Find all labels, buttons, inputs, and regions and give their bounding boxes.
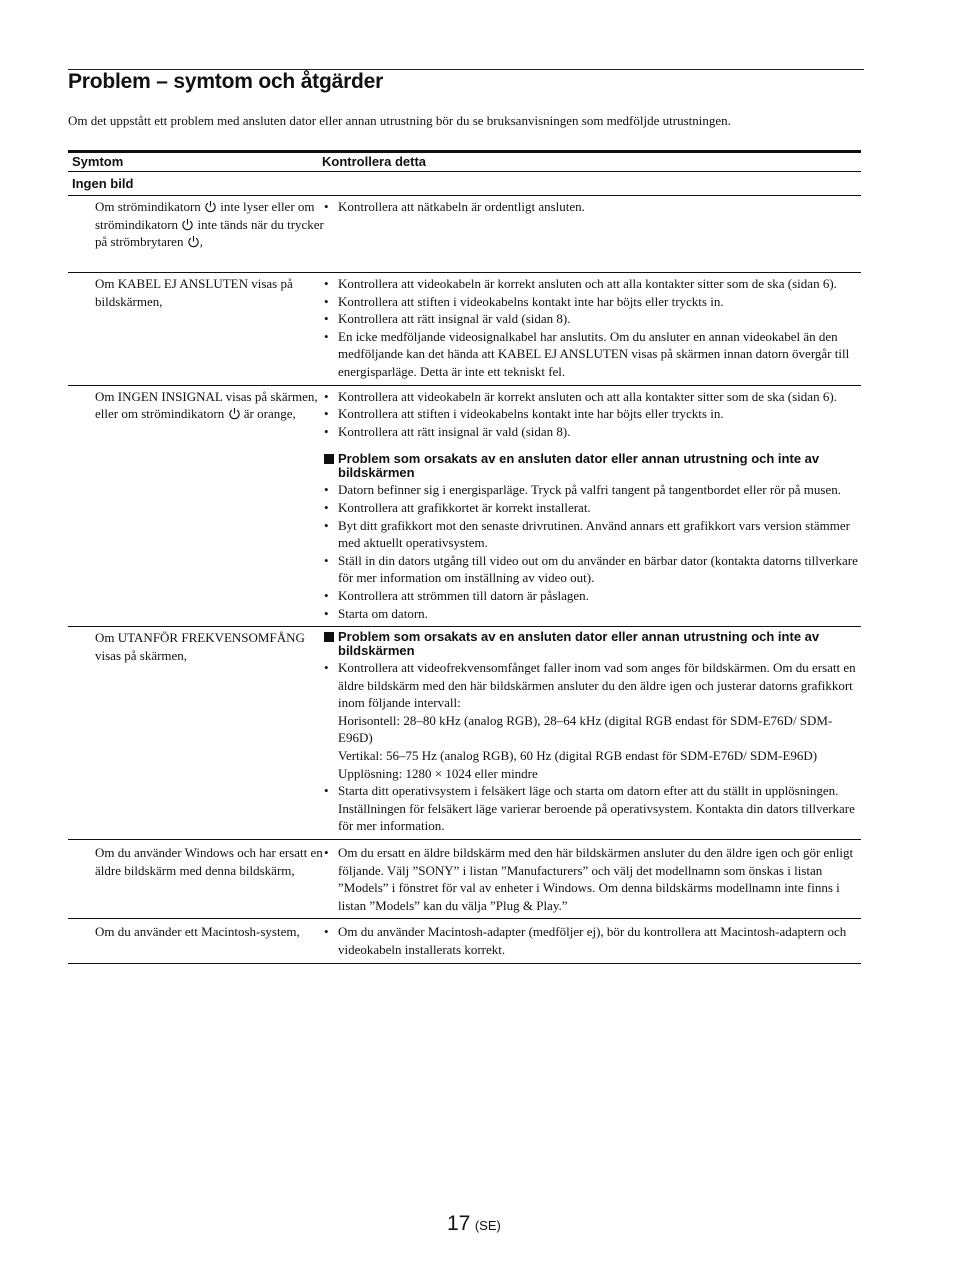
troubleshooting-table — [68, 150, 861, 964]
check-cell — [324, 275, 861, 381]
frequency-vertical: Vertikal: 56–75 Hz (analog RGB), 60 Hz (digital RGB endast för SDM-E76D/ SDM-E96D) — [338, 748, 818, 764]
power-icon — [228, 407, 241, 420]
page-footer — [447, 1212, 501, 1236]
page-title: Problem – symtom och åtgärder — [68, 70, 384, 93]
list-item-text: • Kontrollera att videofrekvensomfånget faller inom vad som anges för bildskärmen. Om du ersatt en äldre bildskärm med den här bildskärmen ansluter du den äldre igen och justerar datorns grafikkort inom följande intervall: — [338, 660, 856, 711]
list-item: • Kontrollera att rätt insignal är vald (sidan 8). — [324, 423, 861, 441]
check-cell — [324, 198, 861, 268]
check-list — [324, 923, 861, 958]
table-row — [68, 273, 861, 386]
subheading-text: Problem som orsakats av en ansluten dator eller annan utrustning och inte av bildskärmen — [338, 451, 820, 481]
symptom-text: är orange, — [243, 406, 296, 422]
intro-text: Om det uppstått ett problem med ansluten dator eller annan utrustning bör du se bruksanvisningen som medföljde utrustningen. — [68, 113, 731, 128]
check-list — [324, 275, 861, 381]
page-suffix: (SE) — [474, 1218, 501, 1233]
resolution: Upplösning: 1280 × 1024 eller mindre — [338, 765, 538, 781]
symptom-cell: Om UTANFÖR FREKVENSOMFÅNG visas på skärmen, — [95, 630, 305, 663]
symptom-cell: Om du använder ett Macintosh-system, — [95, 924, 300, 940]
check-cell — [324, 844, 861, 914]
check-list — [324, 481, 861, 622]
list-item: • Kontrollera att stiften i videokabelns kontakt inte har böjts eller tryckts in. — [324, 293, 861, 311]
symptom-text: inte tänds när du trycker på strömbrytaren — [95, 216, 324, 250]
check-list — [324, 198, 861, 216]
symptom-text: Om strömindikatorn — [95, 199, 201, 214]
check-cell — [324, 629, 861, 835]
table-header — [68, 150, 861, 172]
check-column-header: Kontrollera detta — [322, 154, 427, 170]
symptom-cell: Om du använder Windows och har ersatt en äldre bildskärm med denna bildskärm, — [95, 845, 323, 878]
list-item: • Kontrollera att rätt insignal är vald (sidan 8). — [324, 310, 861, 328]
group-label: Ingen bild — [68, 172, 861, 196]
table-row — [68, 386, 861, 628]
symptom-text: inte lyser eller om strömindikatorn — [95, 199, 315, 232]
section-subheading — [324, 452, 861, 480]
list-item: • Kontrollera att videokabeln är korrekt ansluten och att alla kontakter sitter som de ska (sidan 6). — [324, 275, 861, 293]
symptom-cell — [95, 198, 341, 268]
page-number: 17 — [447, 1212, 471, 1235]
symptom-text: , — [199, 234, 203, 250]
symptom-cell — [95, 388, 341, 623]
frequency-horizontal: Horisontell: 28–80 kHz (analog RGB), 28–64 kHz (digital RGB endast för SDM-E76D/ SDM-E96D) — [338, 712, 833, 746]
list-item: • Ställ in din dators utgång till video out om du använder en bärbar dator (kontakta datorns tillverkare för mer information om inställning av video out). — [324, 552, 861, 587]
symptom-column-header: Symtom — [72, 154, 124, 170]
list-item: • Byt ditt grafikkort mot den senaste drivrutinen. Använd annars ett grafikkort vars version stämmer med aktuellt operativsystem. — [324, 517, 861, 552]
symptom-text: Om INGEN INSIGNAL visas på skärmen, eller om strömindikatorn — [95, 388, 318, 422]
table-row — [68, 840, 861, 919]
check-cell — [324, 388, 861, 623]
square-bullet-icon — [324, 454, 334, 464]
check-list — [324, 659, 861, 835]
check-list — [324, 388, 861, 441]
list-item: • Kontrollera att videokabeln är korrekt ansluten och att alla kontakter sitter som de ska (sidan 6). — [324, 388, 861, 406]
list-item: • Kontrollera att nätkabeln är ordentligt ansluten. — [324, 198, 861, 216]
list-item: • Starta ditt operativsystem i felsäkert läge och starta om datorn efter att du ställt in upplösningen. Inställningen för felsäkert läge varierar beroende på operativsystem. Kontakta din dators tillverkare för mer information. — [324, 782, 861, 835]
list-item: • En icke medföljande videosignalkabel har anslutits. Om du ansluter en annan videokabel än den medföljande kan det hända att KABEL EJ ANSLUTEN visas på skärmen innan datorn övergår till energisparläge. Detta är inte ett tekniskt fel. — [324, 328, 861, 381]
power-icon — [204, 200, 217, 213]
check-list — [324, 844, 861, 914]
list-item: • Kontrollera att strömmen till datorn är påslagen. — [324, 587, 861, 605]
table-row — [68, 919, 861, 963]
check-cell — [324, 923, 861, 958]
table-row — [68, 196, 861, 273]
power-icon — [187, 235, 200, 248]
subheading-text: Problem som orsakats av en ansluten dator eller annan utrustning och inte av bildskärmen — [338, 629, 820, 659]
section-subheading — [324, 630, 861, 658]
power-icon — [181, 218, 194, 231]
square-bullet-icon — [324, 632, 334, 642]
list-item: • Om du använder Macintosh-adapter (medföljer ej), bör du kontrollera att Macintosh-adaptern och videokabeln installerats korrekt. — [324, 923, 861, 958]
table-row — [68, 627, 861, 840]
list-item — [324, 659, 861, 782]
list-item: • Kontrollera att stiften i videokabelns kontakt inte har böjts eller tryckts in. — [324, 405, 861, 423]
symptom-cell: Om KABEL EJ ANSLUTEN visas på bildskärmen, — [95, 276, 293, 309]
list-item: • Kontrollera att grafikkortet är korrekt installerat. — [324, 499, 861, 517]
list-item: • Datorn befinner sig i energisparläge. Tryck på valfri tangent på tangentbordet eller rör på musen. — [324, 481, 861, 499]
list-item: • Starta om datorn. — [324, 605, 861, 623]
list-item: • Om du ersatt en äldre bildskärm med den här bildskärmen ansluter du den äldre igen och gör enligt följande. Välj ”SONY” i listan ”Manufacturers” och välj det modellnamn som önskas i listan ”Models” i fönstret för val av enheter i Windows. Om denna bildskärms modellnamn inte finns i listan ”Models” kan du välja ”Plug & Play.” — [324, 844, 861, 914]
